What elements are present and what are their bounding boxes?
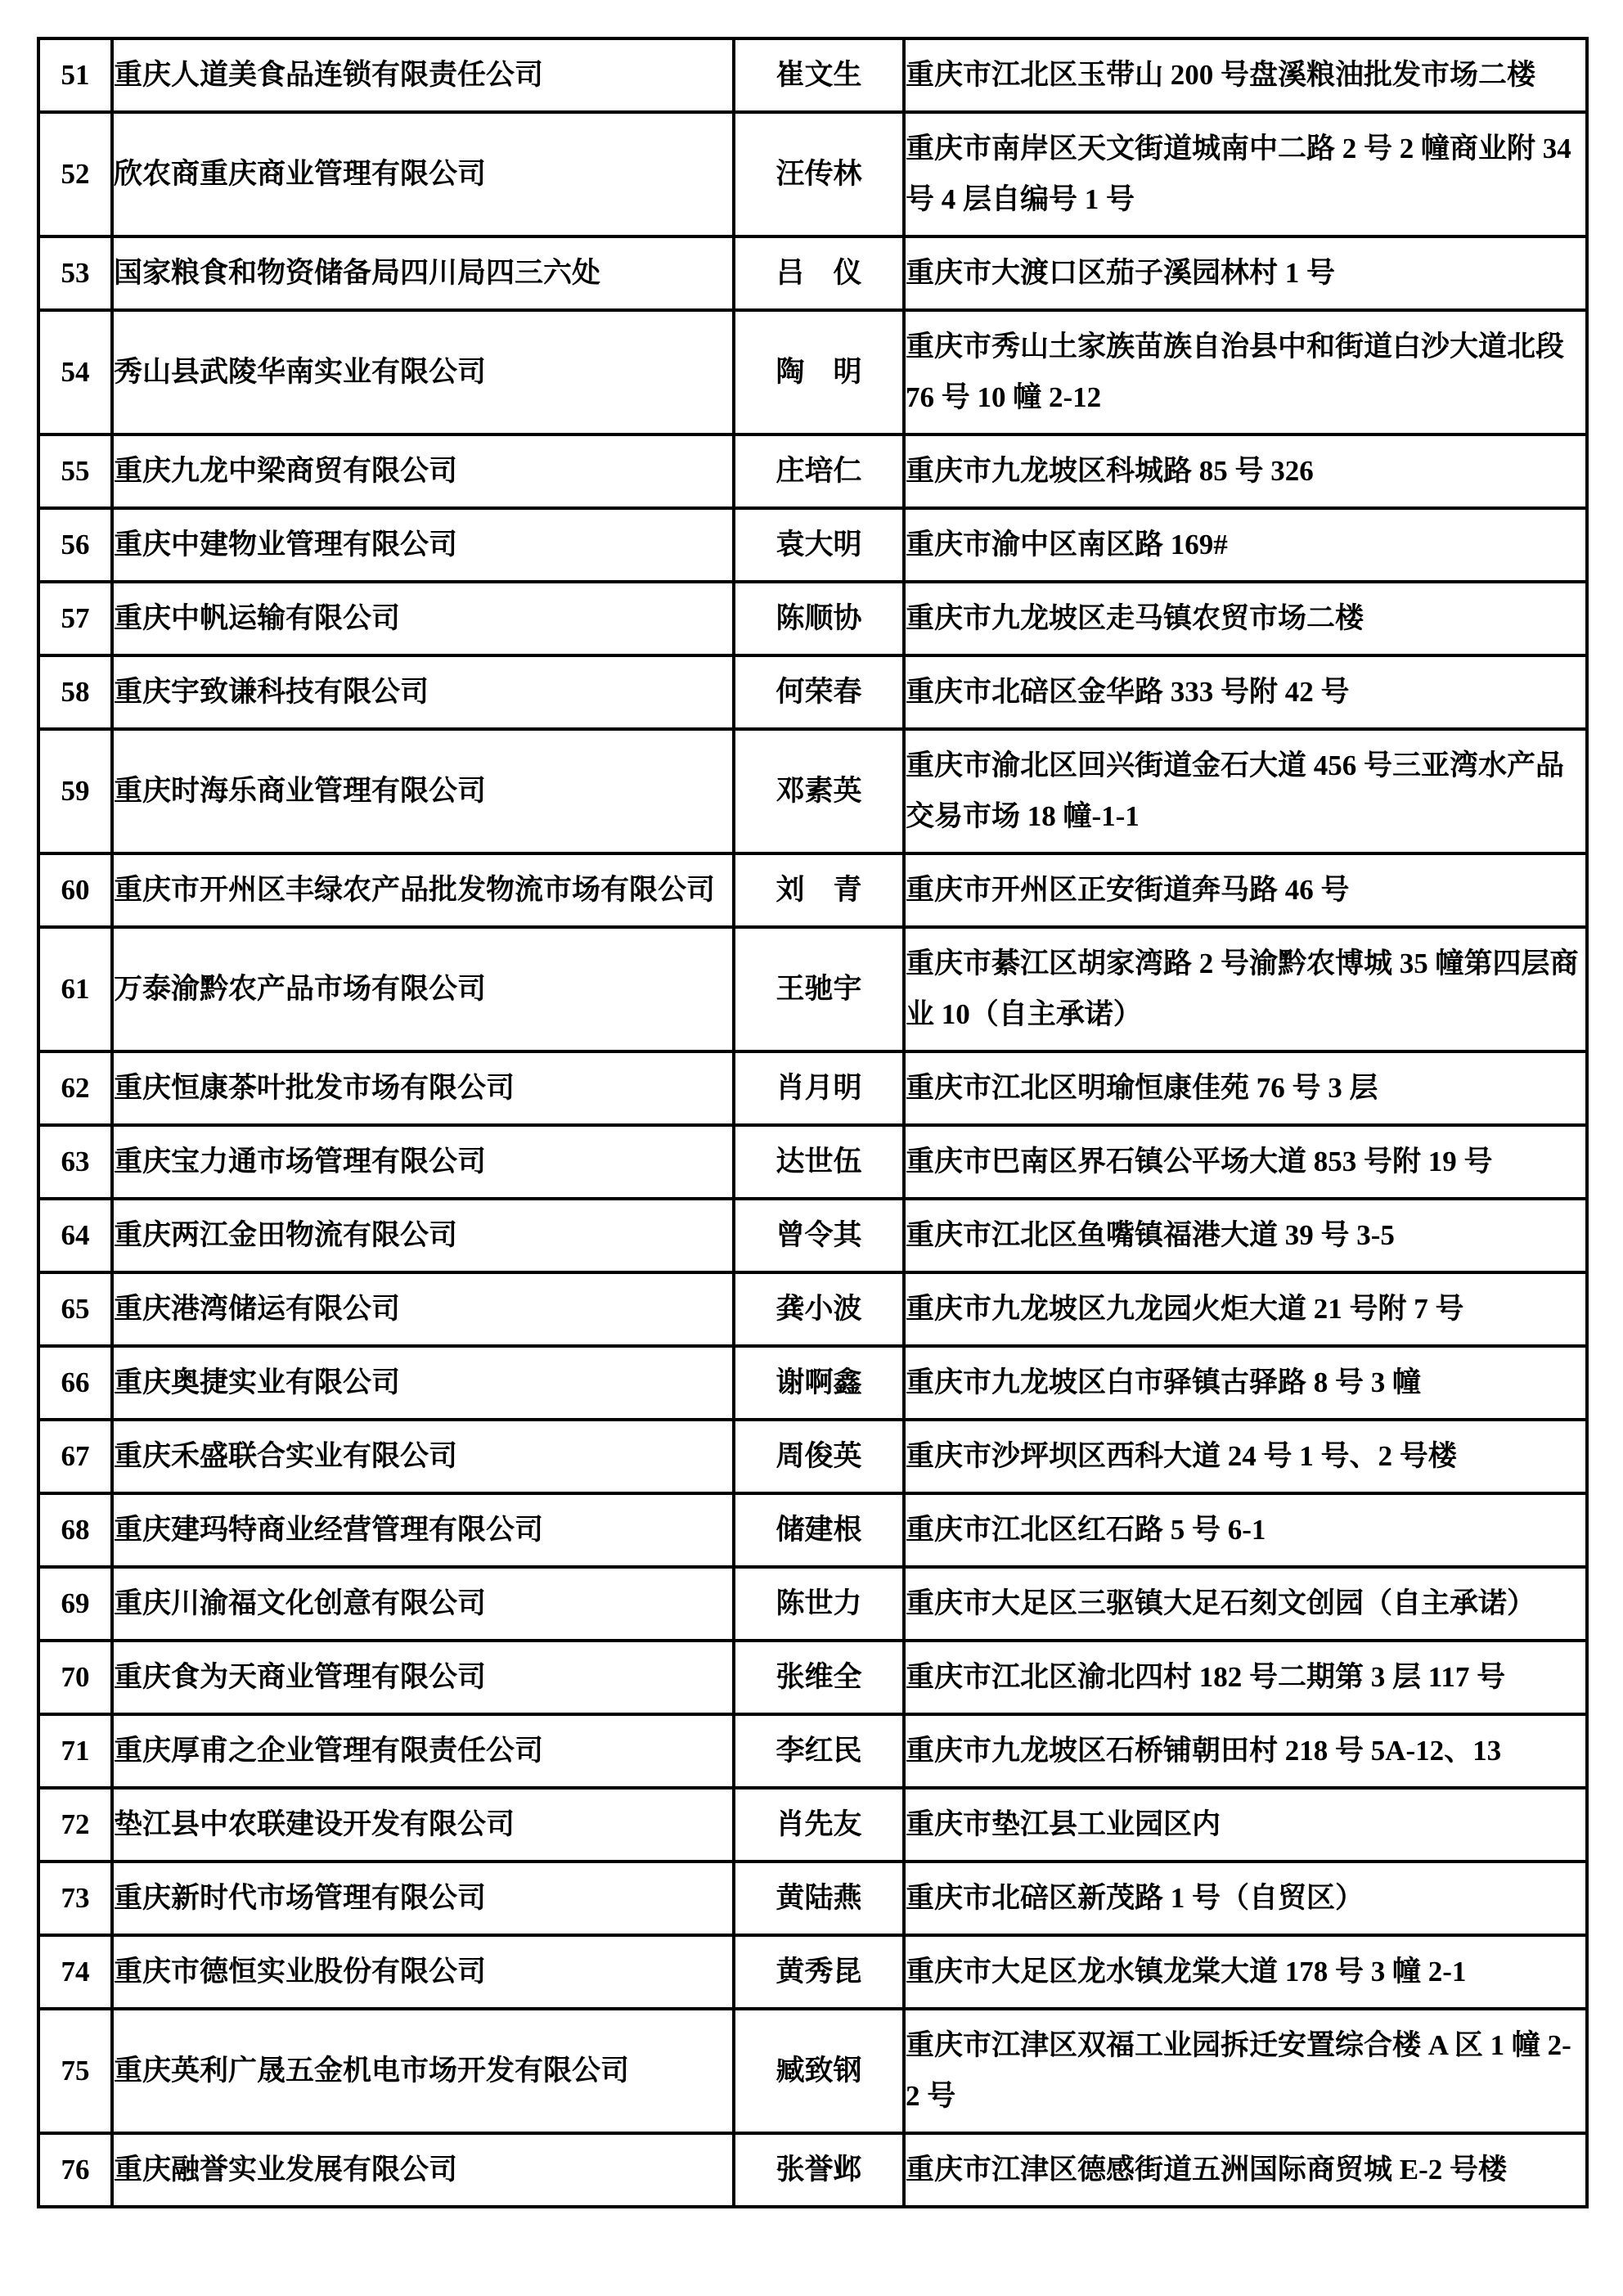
company-name-cell: 重庆港湾储运有限公司 (112, 1272, 734, 1346)
company-name-cell: 国家粮食和物资储备局四川局四三六处 (112, 236, 734, 310)
table-row (38, 2133, 1587, 2207)
company-name-cell: 重庆川渝福文化创意有限公司 (112, 1567, 734, 1641)
row-number-cell: 75 (38, 2009, 112, 2133)
company-name-cell: 万泰渝黔农产品市场有限公司 (112, 927, 734, 1051)
person-name-cell: 邓素英 (734, 729, 904, 853)
table-row (38, 112, 1587, 236)
row-number-cell: 73 (38, 1862, 112, 1935)
address-cell: 重庆市江北区渝北四村 182 号二期第 3 层 117 号 (904, 1641, 1587, 1714)
table-row (38, 655, 1587, 729)
address-cell: 重庆市江津区德感街道五洲国际商贸城 E-2 号楼 (904, 2133, 1587, 2207)
company-name-cell: 重庆融誉实业发展有限公司 (112, 2133, 734, 2207)
table-row (38, 508, 1587, 582)
company-name-cell: 重庆宝力通市场管理有限公司 (112, 1125, 734, 1199)
company-name-cell: 秀山县武陵华南实业有限公司 (112, 310, 734, 434)
row-number-cell: 54 (38, 310, 112, 434)
row-number-cell: 74 (38, 1935, 112, 2009)
person-name-cell: 何荣春 (734, 655, 904, 729)
table-row (38, 310, 1587, 434)
table-row (38, 1714, 1587, 1788)
person-name-cell: 黄秀昆 (734, 1935, 904, 2009)
person-name-cell: 储建根 (734, 1493, 904, 1567)
address-cell: 重庆市九龙坡区九龙园火炬大道 21 号附 7 号 (904, 1272, 1587, 1346)
table-row (38, 1493, 1587, 1567)
table-row (38, 434, 1587, 508)
row-number-cell: 64 (38, 1199, 112, 1272)
person-name-cell: 龚小波 (734, 1272, 904, 1346)
address-cell: 重庆市渝北区回兴街道金石大道 456 号三亚湾水产品交易市场 18 幢-1-1 (904, 729, 1587, 853)
person-name-cell: 袁大明 (734, 508, 904, 582)
address-cell: 重庆市江北区明瑜恒康佳苑 76 号 3 层 (904, 1051, 1587, 1125)
address-cell: 重庆市九龙坡区科城路 85 号 326 (904, 434, 1587, 508)
row-number-cell: 60 (38, 853, 112, 927)
table-row (38, 1788, 1587, 1862)
address-cell: 重庆市南岸区天文街道城南中二路 2 号 2 幢商业附 34 号 4 层自编号 1 号 (904, 112, 1587, 236)
table-row (38, 1051, 1587, 1125)
company-name-cell: 重庆九龙中梁商贸有限公司 (112, 434, 734, 508)
person-name-cell: 张誉邺 (734, 2133, 904, 2207)
row-number-cell: 57 (38, 582, 112, 655)
address-cell: 重庆市九龙坡区白市驿镇古驿路 8 号 3 幢 (904, 1346, 1587, 1420)
row-number-cell: 68 (38, 1493, 112, 1567)
address-cell: 重庆市垫江县工业园区内 (904, 1788, 1587, 1862)
table-row (38, 853, 1587, 927)
address-cell: 重庆市渝中区南区路 169# (904, 508, 1587, 582)
table-row (38, 1641, 1587, 1714)
address-cell: 重庆市江津区双福工业园拆迁安置综合楼 A 区 1 幢 2-2 号 (904, 2009, 1587, 2133)
company-name-cell: 重庆建玛特商业经营管理有限公司 (112, 1493, 734, 1567)
address-cell: 重庆市綦江区胡家湾路 2 号渝黔农博城 35 幢第四层商业 10（自主承诺） (904, 927, 1587, 1051)
address-cell: 重庆市九龙坡区走马镇农贸市场二楼 (904, 582, 1587, 655)
company-name-cell: 重庆市开州区丰绿农产品批发物流市场有限公司 (112, 853, 734, 927)
address-cell: 重庆市大足区龙水镇龙棠大道 178 号 3 幢 2-1 (904, 1935, 1587, 2009)
company-name-cell: 欣农商重庆商业管理有限公司 (112, 112, 734, 236)
company-name-cell: 重庆中建物业管理有限公司 (112, 508, 734, 582)
person-name-cell: 臧致钢 (734, 2009, 904, 2133)
table-row (38, 1272, 1587, 1346)
row-number-cell: 58 (38, 655, 112, 729)
person-name-cell: 王驰宇 (734, 927, 904, 1051)
row-number-cell: 61 (38, 927, 112, 1051)
table-row (38, 236, 1587, 310)
row-number-cell: 72 (38, 1788, 112, 1862)
row-number-cell: 63 (38, 1125, 112, 1199)
table-row (38, 927, 1587, 1051)
row-number-cell: 55 (38, 434, 112, 508)
company-name-cell: 重庆厚甫之企业管理有限责任公司 (112, 1714, 734, 1788)
row-number-cell: 65 (38, 1272, 112, 1346)
address-cell: 重庆市大足区三驱镇大足石刻文创园（自主承诺） (904, 1567, 1587, 1641)
row-number-cell: 62 (38, 1051, 112, 1125)
address-cell: 重庆市开州区正安街道奔马路 46 号 (904, 853, 1587, 927)
row-number-cell: 67 (38, 1420, 112, 1493)
row-number-cell: 76 (38, 2133, 112, 2207)
address-cell: 重庆市江北区红石路 5 号 6-1 (904, 1493, 1587, 1567)
person-name-cell: 周俊英 (734, 1420, 904, 1493)
address-cell: 重庆市北碚区金华路 333 号附 42 号 (904, 655, 1587, 729)
table-row (38, 1567, 1587, 1641)
company-name-cell: 重庆英利广晟五金机电市场开发有限公司 (112, 2009, 734, 2133)
person-name-cell: 吕 仪 (734, 236, 904, 310)
address-cell: 重庆市北碚区新茂路 1 号（自贸区） (904, 1862, 1587, 1935)
address-cell: 重庆市江北区鱼嘴镇福港大道 39 号 3-5 (904, 1199, 1587, 1272)
row-number-cell: 59 (38, 729, 112, 853)
company-table-body (38, 38, 1587, 2207)
company-name-cell: 垫江县中农联建设开发有限公司 (112, 1788, 734, 1862)
company-name-cell: 重庆中帆运输有限公司 (112, 582, 734, 655)
company-name-cell: 重庆禾盛联合实业有限公司 (112, 1420, 734, 1493)
person-name-cell: 曾令其 (734, 1199, 904, 1272)
row-number-cell: 69 (38, 1567, 112, 1641)
person-name-cell: 李红民 (734, 1714, 904, 1788)
company-name-cell: 重庆新时代市场管理有限公司 (112, 1862, 734, 1935)
table-row (38, 2009, 1587, 2133)
table-row (38, 1199, 1587, 1272)
person-name-cell: 崔文生 (734, 38, 904, 112)
company-name-cell: 重庆两江金田物流有限公司 (112, 1199, 734, 1272)
table-row (38, 1420, 1587, 1493)
company-name-cell: 重庆宇致谦科技有限公司 (112, 655, 734, 729)
person-name-cell: 肖先友 (734, 1788, 904, 1862)
person-name-cell: 黄陆燕 (734, 1862, 904, 1935)
company-name-cell: 重庆市德恒实业股份有限公司 (112, 1935, 734, 2009)
company-name-cell: 重庆奥捷实业有限公司 (112, 1346, 734, 1420)
person-name-cell: 达世伍 (734, 1125, 904, 1199)
person-name-cell: 汪传林 (734, 112, 904, 236)
company-name-cell: 重庆恒康茶叶批发市场有限公司 (112, 1051, 734, 1125)
person-name-cell: 刘 青 (734, 853, 904, 927)
person-name-cell: 陶 明 (734, 310, 904, 434)
table-row (38, 582, 1587, 655)
address-cell: 重庆市秀山土家族苗族自治县中和街道白沙大道北段 76 号 10 幢 2-12 (904, 310, 1587, 434)
address-cell: 重庆市九龙坡区石桥铺朝田村 218 号 5A-12、13 (904, 1714, 1587, 1788)
address-cell: 重庆市沙坪坝区西科大道 24 号 1 号、2 号楼 (904, 1420, 1587, 1493)
company-roster-table (37, 37, 1589, 2208)
row-number-cell: 66 (38, 1346, 112, 1420)
person-name-cell: 陈世力 (734, 1567, 904, 1641)
company-name-cell: 重庆人道美食品连锁有限责任公司 (112, 38, 734, 112)
table-row (38, 38, 1587, 112)
company-name-cell: 重庆时海乐商业管理有限公司 (112, 729, 734, 853)
row-number-cell: 52 (38, 112, 112, 236)
table-row (38, 729, 1587, 853)
company-name-cell: 重庆食为天商业管理有限公司 (112, 1641, 734, 1714)
address-cell: 重庆市江北区玉带山 200 号盘溪粮油批发市场二楼 (904, 38, 1587, 112)
row-number-cell: 70 (38, 1641, 112, 1714)
row-number-cell: 71 (38, 1714, 112, 1788)
table-row (38, 1346, 1587, 1420)
row-number-cell: 53 (38, 236, 112, 310)
table-row (38, 1935, 1587, 2009)
row-number-cell: 56 (38, 508, 112, 582)
table-row (38, 1125, 1587, 1199)
person-name-cell: 张维全 (734, 1641, 904, 1714)
person-name-cell: 庄培仁 (734, 434, 904, 508)
address-cell: 重庆市大渡口区茄子溪园林村 1 号 (904, 236, 1587, 310)
person-name-cell: 陈顺协 (734, 582, 904, 655)
address-cell: 重庆市巴南区界石镇公平场大道 853 号附 19 号 (904, 1125, 1587, 1199)
person-name-cell: 肖月明 (734, 1051, 904, 1125)
person-name-cell: 谢啊鑫 (734, 1346, 904, 1420)
table-row (38, 1862, 1587, 1935)
row-number-cell: 51 (38, 38, 112, 112)
